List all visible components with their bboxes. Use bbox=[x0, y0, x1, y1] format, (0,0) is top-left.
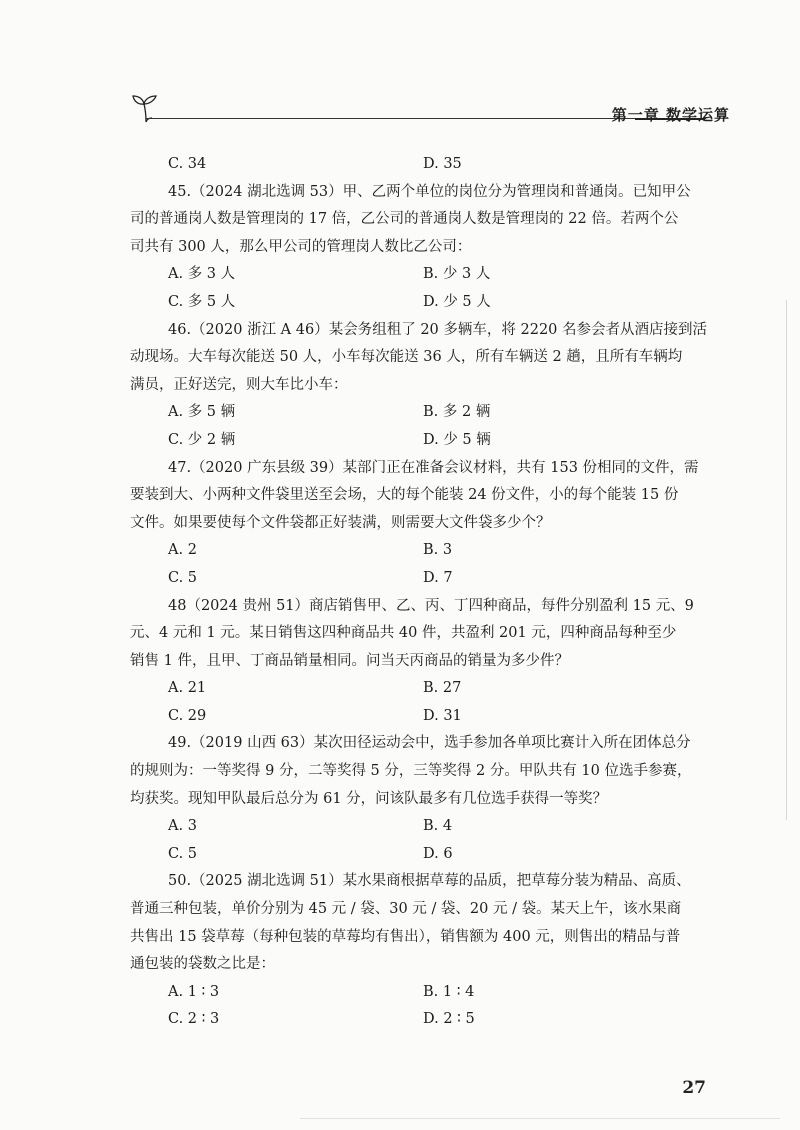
option-text: D. 6 bbox=[423, 845, 453, 862]
option-text: B. 少 3 人 bbox=[423, 266, 491, 283]
option-text: A. 3 bbox=[168, 818, 197, 835]
option-text: C. 5 bbox=[168, 845, 198, 862]
question-stem-line: 司的普通岗人数是管理岗的 17 倍，乙公司的普通岗人数是管理岗的 22 倍。若两个公 bbox=[130, 211, 679, 228]
scan-edge-mark bbox=[786, 300, 787, 820]
question-stem-start: 45.（2024 湖北选调 53）甲、乙两个单位的岗位分为管理岗和普通岗。已知甲公 bbox=[168, 183, 691, 200]
option-text: A. 多 5 辆 bbox=[168, 404, 236, 421]
question-stem-start: 50.（2025 湖北选调 51）某水果商根据草莓的品质，把草莓分装为精品、高质、 bbox=[168, 873, 691, 890]
question-stem-line: 均获奖。现知甲队最后总分为 61 分，问该队最多有几位选手获得一等奖？ bbox=[130, 790, 608, 807]
options-row bbox=[130, 841, 716, 869]
question-list bbox=[130, 151, 716, 1034]
sprout-icon bbox=[130, 92, 166, 126]
option-text: C. 34 bbox=[168, 156, 207, 172]
option-text: D. 35 bbox=[423, 156, 462, 172]
option-text: B. 1 ∶ 4 bbox=[423, 983, 475, 1000]
option-text: C. 少 2 辆 bbox=[168, 431, 236, 448]
options-row bbox=[130, 289, 716, 317]
option-text: A. 21 bbox=[168, 680, 207, 697]
options-row bbox=[130, 979, 716, 1007]
question-stem-line: 满员，正好送完，则大车比小车： bbox=[130, 376, 348, 393]
option-text: C. 29 bbox=[168, 707, 207, 724]
question-stem-line: 要装到大、小两种文件袋里送至会场，大的每个能装 24 份文件，小的每个能装 15 份 bbox=[130, 487, 679, 504]
options-row bbox=[130, 703, 716, 731]
question-stem-start: 46.（2020 浙江 A 46）某会务组租了 20 多辆车，将 2220 名参会者从酒店接到活 bbox=[168, 321, 707, 338]
question-stem-start: 48（2024 贵州 51）商店销售甲、乙、丙、丁四种商品，每件分别盈利 15 元、9 bbox=[168, 597, 694, 614]
page-header bbox=[130, 92, 730, 132]
question-stem-line: 司共有 300 人，那么甲公司的管理岗人数比乙公司： bbox=[130, 238, 472, 255]
options-row bbox=[130, 675, 716, 703]
option-text: B. 4 bbox=[423, 818, 453, 835]
question-stem-line: 文件。如果要使每个文件袋都正好装满，则需要大文件袋多少个？ bbox=[130, 514, 551, 531]
question-stem-line: 元、4 元和 1 元。某日销售这四种商品共 40 件，共盈利 201 元，四种商品每种至少 bbox=[130, 625, 677, 642]
question-stem-line: 通包装的袋数之比是： bbox=[130, 956, 275, 973]
option-text: A. 多 3 人 bbox=[168, 266, 236, 283]
chapter-title: 第一章 数学运算 bbox=[611, 106, 730, 124]
question-stem-line: 销售 1 件，且甲、丁商品销量相同。问当天丙商品的销量为多少件？ bbox=[130, 652, 569, 669]
page-number: 27 bbox=[682, 1078, 706, 1098]
options-row bbox=[130, 537, 716, 565]
option-text: B. 多 2 辆 bbox=[423, 404, 491, 421]
option-text: C. 多 5 人 bbox=[168, 293, 236, 310]
option-text: A. 1 ∶ 3 bbox=[168, 983, 220, 1000]
option-text: B. 3 bbox=[423, 542, 453, 559]
options-row bbox=[130, 813, 716, 841]
option-text: B. 27 bbox=[423, 680, 462, 697]
question-stem-line: 动现场。大车每次能送 50 人，小车每次能送 36 人，所有车辆送 2 趟，且所有车辆均 bbox=[130, 349, 683, 366]
options-row bbox=[130, 427, 716, 455]
option-text: D. 2 ∶ 5 bbox=[423, 1011, 475, 1028]
question-stem-line: 的规则为：一等奖得 9 分，二等奖得 5 分，三等奖得 2 分。甲队共有 10 位选手参赛， bbox=[130, 763, 692, 780]
options-row bbox=[130, 399, 716, 427]
option-text: D. 7 bbox=[423, 569, 453, 586]
options-row bbox=[130, 261, 716, 289]
option-text: C. 5 bbox=[168, 569, 198, 586]
options-row bbox=[130, 565, 716, 593]
question-stem-start: 49.（2019 山西 63）某次田径运动会中，选手参加各单项比赛计入所在团体总分 bbox=[168, 735, 691, 752]
option-text: A. 2 bbox=[168, 542, 197, 559]
question-stem-line: 共售出 15 袋草莓（每种包装的草莓均有售出），销售额为 400 元，则售出的精品与普 bbox=[130, 928, 681, 945]
question-stem-line: 普通三种包装，单价分别为 45 元 / 袋、30 元 / 袋、20 元 / 袋。某天上午，该水果商 bbox=[130, 901, 682, 918]
options-row bbox=[130, 1006, 716, 1034]
option-text: D. 31 bbox=[423, 707, 462, 724]
option-text: C. 2 ∶ 3 bbox=[168, 1011, 220, 1028]
options-row bbox=[130, 151, 716, 179]
option-text: D. 少 5 人 bbox=[423, 293, 491, 310]
option-text: D. 少 5 辆 bbox=[423, 431, 491, 448]
question-stem-start: 47.（2020 广东县级 39）某部门正在准备会议材料，共有 153 份相同的文件，需 bbox=[168, 459, 699, 476]
scan-bottom-mark bbox=[300, 1118, 780, 1119]
